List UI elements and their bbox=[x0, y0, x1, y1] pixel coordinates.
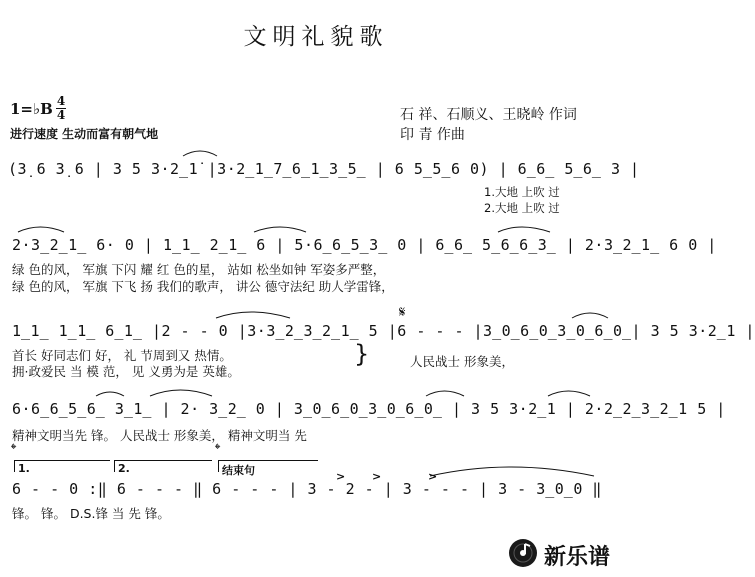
slur-row3-b bbox=[572, 313, 608, 318]
notation-row-4: 6·6̲6̲5̲6̲ 3̲1̲ | 2· 3̲2̲ 0 | 3̲0̲6̲0̲3̲0̲6̲0̲ | 3 5 3·2̲1 | 2·2̲2̲3̲2̲1 5 | bbox=[12, 400, 726, 418]
music-disc-icon bbox=[508, 538, 538, 568]
slur-row4-b bbox=[150, 390, 212, 396]
composer-credit: 印 青 作曲 bbox=[400, 127, 465, 143]
second-ending-label: 2. bbox=[118, 462, 130, 475]
first-ending-label: 1. bbox=[18, 462, 30, 475]
tempo-marking: 进行速度 生动而富有朝气地 bbox=[10, 127, 159, 141]
key-signature: 1=♭B bbox=[10, 100, 53, 118]
notation-row-1: (3̣ 6 3̣ 6 | 3 5 3·2̲1̇ |3·2̲1̲7̲6̲1̲3̲5̲ | 6 5̲5̲6 0) | 6̲6̲ 5̲6̲ 3 | bbox=[8, 160, 640, 178]
notation-row-3: 1̲1̲ 1̲1̲ 6̲1̲ |2 - - 0 |3·3̲2̲3̲2̲1̲ 5 |6 - - - |3̲0̲6̲0̲3̲0̲6̲0̲| 3 5 3·2̲1 | bbox=[12, 322, 755, 340]
coda-sign-left: 𝄌 bbox=[11, 440, 17, 458]
slur-row4-d bbox=[548, 391, 590, 396]
slur-row4-a bbox=[96, 392, 124, 396]
lyrics-row-5: 锋。 锋。 D.S.锋 当 先 锋。 bbox=[12, 506, 170, 521]
verse-brace: } bbox=[354, 340, 370, 368]
accent-mark-2: > bbox=[372, 470, 382, 483]
page-title: 文明礼貌歌 bbox=[243, 24, 389, 50]
coda-label: 结束句 bbox=[222, 464, 255, 477]
site-logo bbox=[500, 538, 630, 570]
verse2-row-3: 拥·政爱民 当 模 范， 见 义勇为是 英雄。 bbox=[12, 364, 240, 379]
accent-mark-1: > bbox=[336, 470, 346, 483]
verse1-row-1: 1.大地 上吹 过 bbox=[484, 185, 560, 199]
slur-row2-a bbox=[18, 227, 64, 232]
notation-row-5: 6 - - 0 :‖ 6 - - - ‖ 6 - - - | 3 - 2 - | 3 - - - | 3 - 3̲0̲0 ‖ bbox=[12, 480, 602, 498]
meter-top: 4 bbox=[56, 94, 66, 108]
verse1-row-2: 绿 色的风， 军旗 下闪 耀 红 色的星， 站如 松坐如钟 军姿多严整， bbox=[12, 262, 386, 277]
meter-bottom: 4 bbox=[56, 108, 66, 122]
notation-row-2: 2·3̲2̲1̲ 6· 0 | 1̲1̲ 2̲1̲ 6 | 5·6̲6̲5̲3̲ 0 | 6̲6̲ 5̲6̲6̲3̲ | 2·3̲2̲1̲ 6 0 | bbox=[12, 236, 717, 254]
lyricist-credit: 石 祥、石顺义、王晓岭 作词 bbox=[400, 107, 577, 123]
slur-row4-c bbox=[426, 391, 464, 396]
accent-mark-3: > bbox=[428, 470, 438, 483]
coda-sign-right: 𝄌 bbox=[215, 440, 221, 458]
slur-row1-a bbox=[183, 151, 217, 156]
slur-row2-c bbox=[498, 227, 550, 232]
verse2-row-1: 2.大地 上吹 过 bbox=[484, 201, 560, 215]
verse1-row-3: 首长 好同志们 好， 礼 节周到又 热情。 bbox=[12, 348, 232, 363]
slur-row3-a bbox=[216, 312, 290, 318]
logo-text: 新乐谱 bbox=[544, 545, 611, 570]
refrain-row-3: 人民战士 形象美， bbox=[410, 354, 514, 369]
slur-row2-b bbox=[254, 227, 306, 232]
lyrics-row-4: 精神文明当先 锋。 人民战士 形象美， 精神文明当 先 bbox=[12, 428, 307, 443]
verse2-row-2: 绿 色的风， 军旗 下飞 扬 我们的歌声， 讲公 德守法纪 助人学雷锋， bbox=[12, 279, 394, 294]
slur-row5-a bbox=[430, 467, 594, 476]
segno-sign: 𝄋 bbox=[399, 303, 406, 321]
